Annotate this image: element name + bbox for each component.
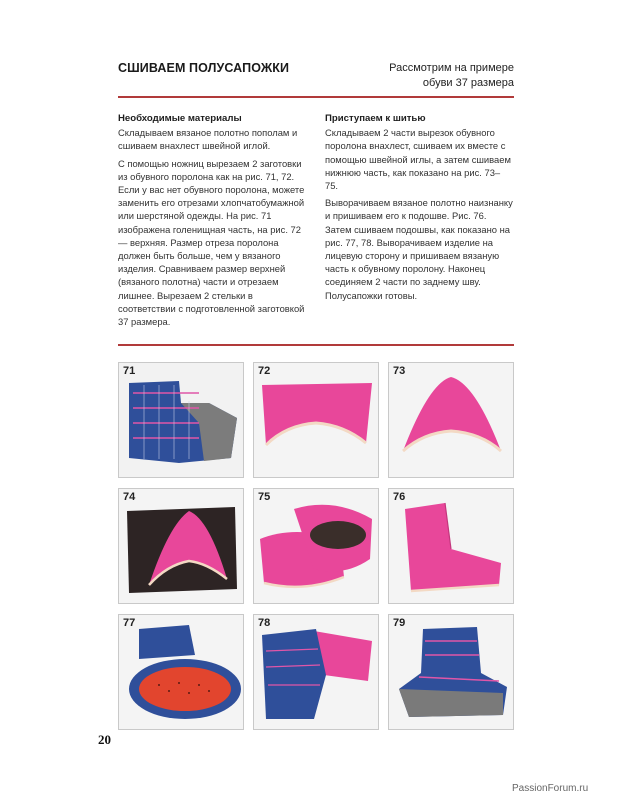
sewing-heading: Приступаем к шитью bbox=[325, 113, 426, 124]
sewing-paragraph-1: Складываем 2 части вырезок обувного поролона внахлест, сшиваем их вместе с помощью швейной иглы, а затем сшиваем нижнюю часть, как показано на рис. 73–75. bbox=[325, 127, 511, 192]
finished-bootie-photo bbox=[389, 615, 513, 729]
subtitle-line-1: Рассмотрим на примере bbox=[389, 62, 514, 74]
photo-number: 72 bbox=[258, 365, 271, 377]
photo-number: 79 bbox=[393, 617, 406, 629]
foam-bootie-sewn-photo bbox=[254, 489, 378, 603]
sewing-column bbox=[325, 112, 513, 306]
materials-heading: Необходимые материалы bbox=[118, 113, 242, 124]
photo-number: 77 bbox=[123, 617, 136, 629]
subtitle-line-2: обуви 37 размера bbox=[422, 77, 514, 89]
materials-column bbox=[118, 112, 306, 332]
photo-number: 71 bbox=[123, 365, 136, 377]
page-number: 20 bbox=[98, 732, 111, 747]
section-subtitle bbox=[389, 61, 514, 91]
foam-arch-cutout-photo bbox=[389, 363, 513, 477]
photo-number: 78 bbox=[258, 617, 271, 629]
photo-76 bbox=[388, 488, 514, 604]
photo-number: 74 bbox=[123, 491, 136, 503]
foam-on-fabric-photo bbox=[119, 489, 243, 603]
knit-sewn-to-foam-photo bbox=[254, 615, 378, 729]
sewing-paragraph-2: Выворачиваем вязаное полотно наизнанку и пришиваем его к подошве. Рис. 76. Затем сшиваем подошвы, как показано на рис. 77, 78. Выворачиваем изделие на лицевую сторону и пришиваем вязаную часть к обувному поролону. Наконец соединяем 2 части по заднему шву. Полусапожки готовы. bbox=[325, 197, 513, 301]
sole-stitching-photo bbox=[119, 615, 243, 729]
photo-77 bbox=[118, 614, 244, 730]
photo-74 bbox=[118, 488, 244, 604]
section-title: СШИВАЕМ ПОЛУСАПОЖКИ bbox=[118, 61, 290, 75]
photos-divider bbox=[118, 344, 514, 346]
photo-number: 73 bbox=[393, 365, 406, 377]
foam-boot-photo bbox=[389, 489, 513, 603]
foam-upper-cutout-photo bbox=[254, 363, 378, 477]
photo-71 bbox=[118, 362, 244, 478]
photo-79 bbox=[388, 614, 514, 730]
materials-paragraph-2: С помощью ножниц вырезаем 2 заготовки из обувного поролона как на рис. 71, 72. Если у вас нет обувного поролона, можете заменить его отрезами хлопчатобумажной или шерстяной одежды. На рис. 71 изображена голенищная часть, на рис. 72 — верхняя. Размер отреза поролона должен быть больше, чем у вязаного изделия. Сравниваем размер верхней (вязаного полотна) части и отрезаем лишнее. Вырезаем 2 стельки в соответствии с подготовленной заготовкой 37 размера. bbox=[118, 157, 305, 328]
photo-number: 75 bbox=[258, 491, 271, 503]
photo-number: 76 bbox=[393, 491, 406, 503]
photo-78 bbox=[253, 614, 379, 730]
knitted-piece-photo bbox=[119, 363, 243, 477]
photo-75 bbox=[253, 488, 379, 604]
materials-paragraph-1: Складываем вязаное полотно пополам и сшиваем внахлест швейной иглой. bbox=[118, 127, 298, 152]
header-divider bbox=[118, 96, 514, 98]
photo-72 bbox=[253, 362, 379, 478]
watermark: PassionForum.ru bbox=[512, 783, 589, 794]
photo-73 bbox=[388, 362, 514, 478]
